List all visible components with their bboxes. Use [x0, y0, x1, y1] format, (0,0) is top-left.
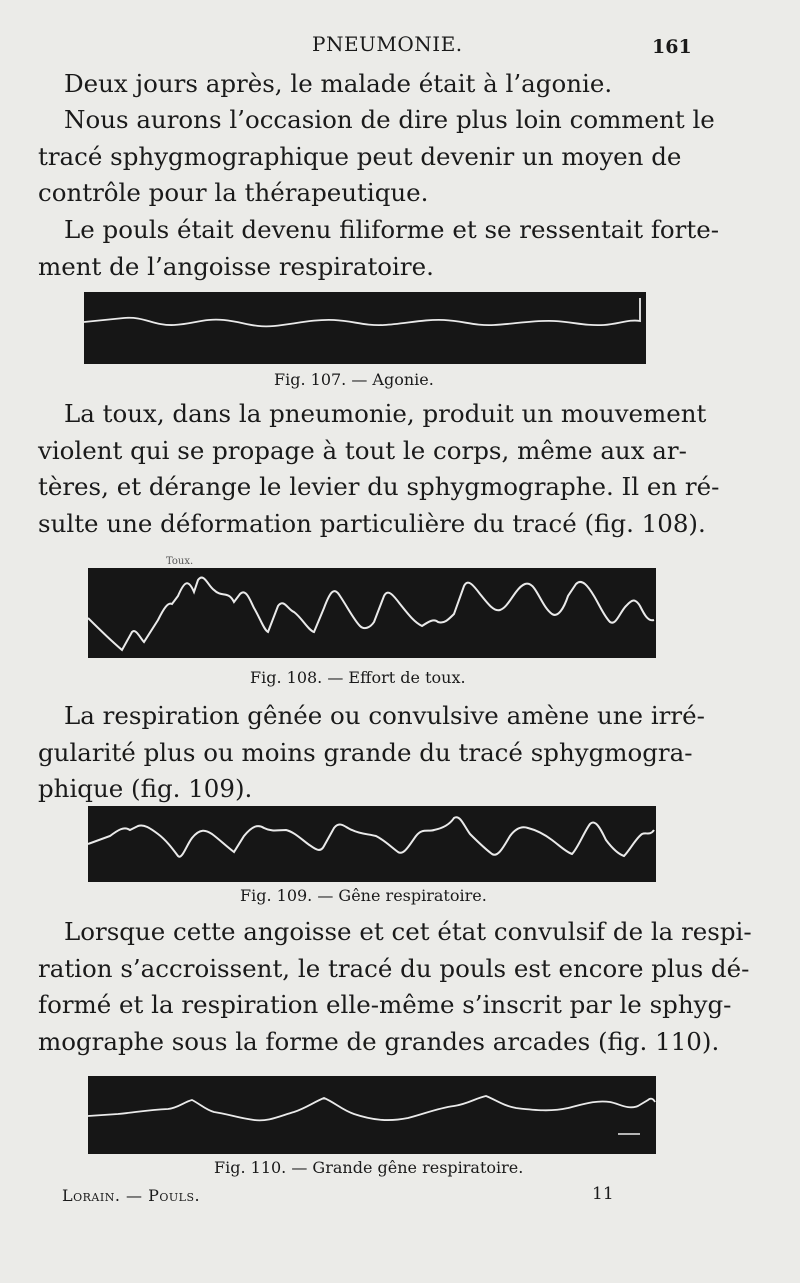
- text-line: sulte une déformation particulière du tracé (fig. 108).: [38, 508, 706, 538]
- text-line: phique (fig. 109).: [38, 774, 253, 803]
- pulse-trace-107: [84, 292, 646, 364]
- figure-caption: Fig. 108. — Effort de toux.: [250, 668, 466, 687]
- paragraph-1: [38, 66, 698, 103]
- text-line: mographe sous la forme de grandes arcades (fig. 110).: [38, 1026, 720, 1056]
- text-line: ment de l’angoisse respiratoire.: [38, 251, 434, 281]
- text-line: formé et la respiration elle-même s’inscrit par le sphyg-: [38, 990, 732, 1019]
- text-line: contrôle pour la thérapeutique.: [38, 178, 429, 207]
- text-line: La toux, dans la pneumonie, produit un mouvement: [64, 399, 707, 428]
- footer-sheet-number: 11: [592, 1184, 614, 1204]
- text-line: La respiration gênée ou convulsive amène une irré-: [64, 701, 705, 730]
- paragraph-4: [38, 396, 720, 542]
- paragraph-6: [38, 914, 752, 1060]
- paragraph-2: [38, 102, 715, 212]
- figure-caption: Fig. 107. — Agonie.: [274, 370, 434, 389]
- text-line: Lorsque cette angoisse et cet état convulsif de la respi-: [64, 917, 752, 946]
- figure-caption: Fig. 110. — Grande gêne respiratoire.: [214, 1158, 524, 1177]
- page-header: [0, 30, 800, 60]
- text-line: tracé sphygmographique peut devenir un moyen de: [38, 141, 682, 171]
- text-line: ration s’accroissent, le tracé du pouls est encore plus dé-: [38, 953, 750, 983]
- text-line: Nous aurons l’occasion de dire plus loin comment le: [64, 105, 715, 134]
- pulse-trace-109: [88, 806, 656, 882]
- paragraph-3: [38, 212, 720, 285]
- text-line: Deux jours après, le malade était à l’agonie.: [64, 69, 613, 98]
- figure-caption: Fig. 109. — Gêne respiratoire.: [240, 886, 487, 905]
- running-title: PNEUMONIE.: [312, 32, 463, 56]
- footer-signature: Lorain. — Pouls.: [62, 1186, 201, 1205]
- pulse-trace-110: [88, 1076, 656, 1154]
- paragraph-5: [38, 698, 705, 808]
- pulse-trace-108: [88, 568, 656, 658]
- text-line: tères, et dérange le levier du sphygmographe. Il en ré-: [38, 472, 720, 501]
- text-line: gularité plus ou moins grande du tracé sphygmogra-: [38, 737, 693, 767]
- text-line: Le pouls était devenu filiforme et se ressentait forte-: [64, 215, 720, 244]
- page-number: 161: [652, 36, 692, 58]
- figure-tag: Toux.: [166, 556, 194, 567]
- text-line: violent qui se propage à tout le corps, même aux ar-: [38, 435, 687, 465]
